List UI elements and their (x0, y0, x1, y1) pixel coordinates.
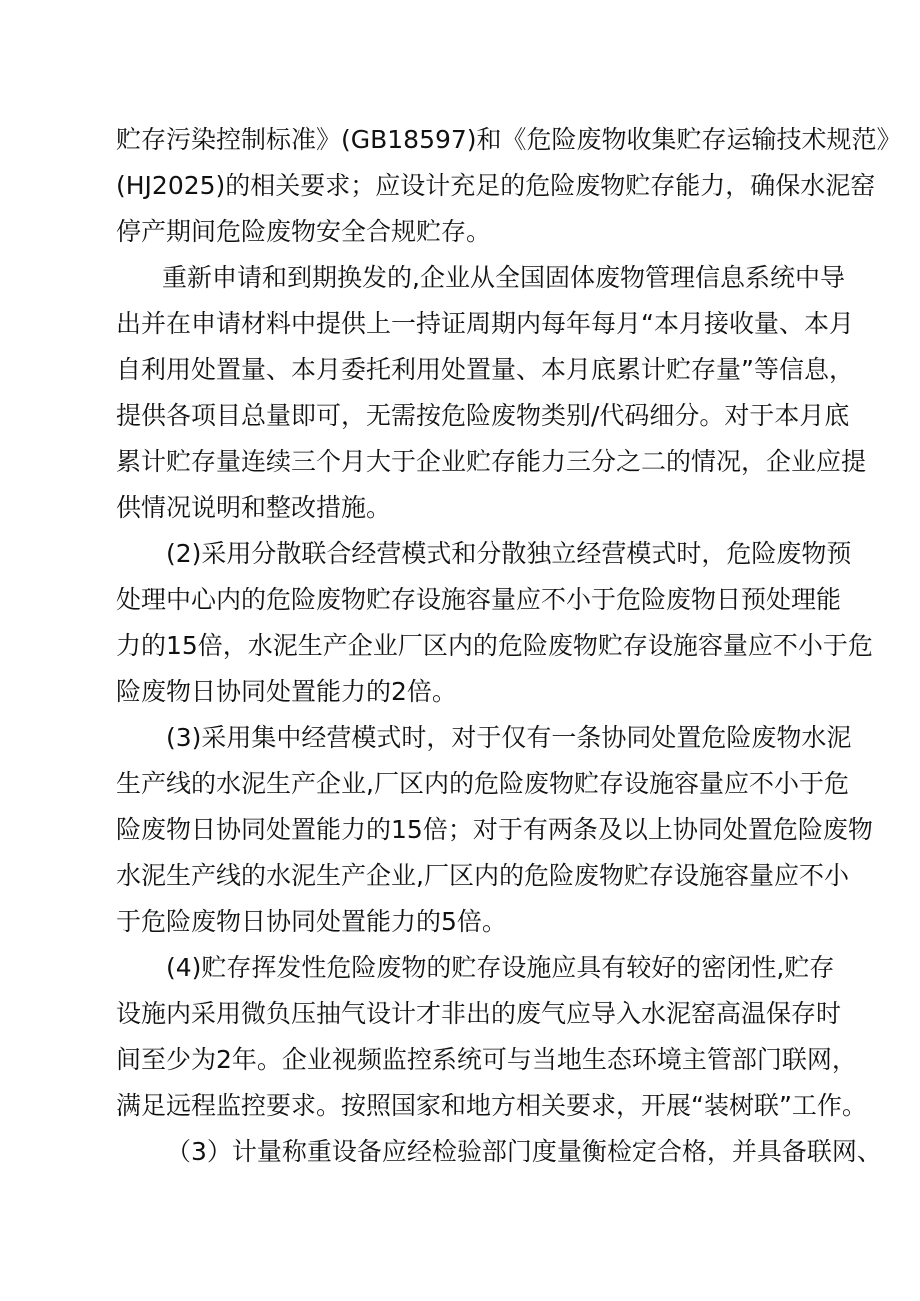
text-line: 出并在申请材料中提供上一持证周期内每年每月“本月接收量、本月 (116, 309, 854, 338)
text-line: 处理中心内的危险废物贮存设施容量应不小于危险废物日预处理能 (116, 585, 842, 614)
text-line: (HJ2025)的相关要求；应设计充足的危险废物贮存能力，确保水泥窑 (116, 171, 876, 200)
paragraph-first-line: （3）计量称重设备应经检验部门度量衡检定合格，并具备联网、 (166, 1137, 882, 1166)
text-line: 供情况说明和整改措施。 (116, 493, 392, 522)
text-line: 生产线的水泥生产企业,厂区内的危险废物贮存设施容量应不小于危 (116, 769, 849, 798)
text-line: 自利用处置量、本月委托利用处置量、本月底累计贮存量”等信息， (116, 355, 854, 384)
text-line: 力的15倍，水泥生产企业厂区内的危险废物贮存设施容量应不小于危 (116, 631, 873, 660)
text-line: 险废物日协同处置能力的15倍；对于有两条及以上协同处置危险废物 (116, 815, 873, 844)
text-line: 险废物日协同处置能力的2倍。 (116, 677, 457, 706)
paragraph-first-line: (3)采用集中经营模式时，对于仅有一条协同处置危险废物水泥 (166, 723, 852, 752)
text-line: 于危险废物日协同处置能力的5倍。 (116, 907, 507, 936)
text-line: 水泥生产线的水泥生产企业,厂区内的危险废物贮存设施容量应不小 (116, 861, 849, 890)
text-line: 间至少为2年。企业视频监控系统可与当地生态环境主管部门联网， (116, 1045, 857, 1074)
paragraph-first-line: (2)采用分散联合经营模式和分散独立经营模式时，危险废物预 (166, 539, 852, 568)
paragraph-first-line: (4)贮存挥发性危险废物的贮存设施应具有较好的密闭性,贮存 (166, 953, 835, 982)
text-line: 停产期间危险废物安全合规贮存。 (116, 217, 492, 246)
text-line: 设施内采用微负压抽气设计才非出的废气应导入水泥窑高温保存时 (116, 999, 842, 1028)
text-line: 累计贮存量连续三个月大于企业贮存能力三分之二的情况，企业应提 (116, 447, 867, 476)
text-line: 贮存污染控制标准》(GB18597)和《危险废物收集贮存运输技术规范》 (116, 125, 902, 154)
paragraph-first-line: 重新申请和到期换发的,企业从全国固体废物管理信息系统中导 (162, 263, 845, 292)
text-line: 提供各项目总量即可，无需按危险废物类别/代码细分。对于本月底 (116, 401, 850, 430)
text-line: 满足远程监控要求。按照国家和地方相关要求，开展“装树联”工作。 (116, 1091, 867, 1120)
